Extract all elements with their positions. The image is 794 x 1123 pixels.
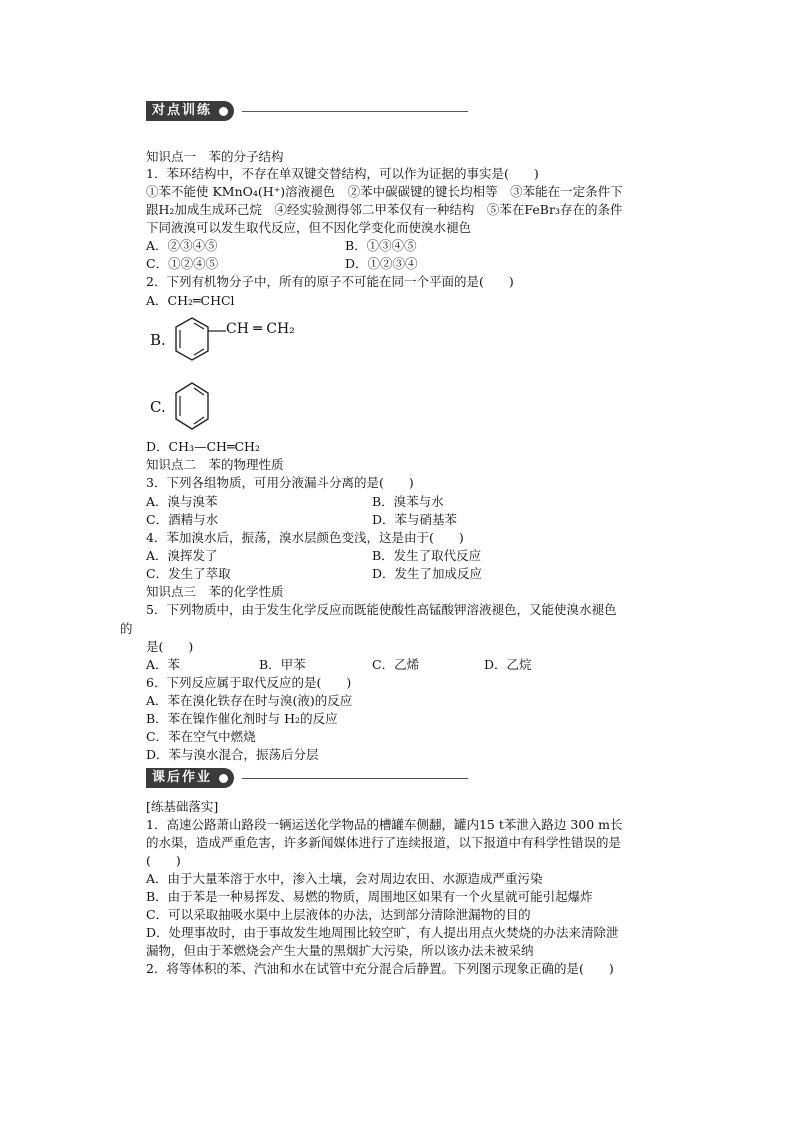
- q1-line3: 跟H₂加成生成环己烷 ④经实验测得邻二甲苯仅有一种结构 ⑤苯在FeBr₃存在的条件: [146, 202, 623, 217]
- q3-option-c: C．酒精与水: [146, 512, 219, 527]
- option-label-c: C.: [150, 398, 166, 416]
- sub-heading: [练基础落实]: [146, 799, 219, 814]
- q5-option-b: B．甲苯: [259, 657, 306, 672]
- benzene-ring-icon: [174, 380, 214, 434]
- benzene-ring-icon: [174, 314, 214, 366]
- q5-stem: 5．下列物质中，由于发生化学反应而既能使酸性高锰酸钾溶液褪色，又能使溴水褪色: [146, 602, 617, 617]
- h1-line2: 的水渠，造成严重危害，许多新闻媒体进行了连续报道，以下报道中有科学性错误的是: [146, 835, 622, 850]
- knowledge-point-1: 知识点一 苯的分子结构: [146, 149, 284, 164]
- q3-option-d: D．苯与硝基苯: [372, 512, 458, 527]
- h1-option-d-line2: 漏物，但由于苯燃烧会产生大量的黑烟扩大污染，所以该办法未被采纳: [146, 943, 534, 958]
- q1-option-d: D．①②③④: [345, 256, 418, 271]
- q4-option-b: B．发生了取代反应: [372, 548, 482, 563]
- q2-option-d: D．CH₃—CH═CH₂: [146, 439, 260, 454]
- section-rule: [242, 111, 468, 112]
- q1-option-b: B．①③④⑤: [345, 238, 417, 253]
- q6-option-a: A．苯在溴化铁存在时与溴(液)的反应: [146, 693, 353, 708]
- bullet-dot-icon: [219, 774, 228, 783]
- bullet-dot-icon: [219, 107, 228, 116]
- section-banner-homework: [146, 767, 468, 789]
- q5-stem-end: 是( ): [146, 639, 194, 654]
- q1-option-c: C．①②④⑤: [146, 256, 219, 271]
- vinyl-formula: CH ═ CH₂: [226, 321, 295, 337]
- q5-option-a: A．苯: [146, 657, 181, 672]
- q4-option-d: D．发生了加成反应: [372, 566, 483, 581]
- h1-option-d-line1: D．处理事故时，由于事故发生地周围比较空旷，有人提出用点火焚烧的办法来清除泄: [146, 925, 619, 940]
- q6-option-d: D．苯与溴水混合，振荡后分层: [146, 747, 319, 762]
- q1-stem: 1．苯环结构中，不存在单双键交替结构，可以作为证据的事实是( ): [146, 166, 539, 181]
- section-tag: [146, 768, 234, 788]
- q2-option-c: [146, 378, 226, 436]
- q2-option-a: A．CH₂═CHCl: [146, 293, 235, 308]
- q1-option-a: A．②③④⑤: [146, 238, 218, 253]
- q1-line2: ①苯不能使 KMnO₄(H⁺)溶液褪色 ②苯中碳碳键的键长均相等 ③苯能在一定条件下: [146, 184, 623, 199]
- bond-line-icon: [208, 328, 226, 334]
- q3-option-b: B．溴苯与水: [372, 494, 444, 509]
- q5-stem-wrap: 的: [120, 621, 133, 636]
- h1-option-a: A．由于大量苯溶于水中，渗入土壤，会对周边农田、水源造成严重污染: [146, 871, 543, 886]
- h1-option-c: C．可以采取抽吸水渠中上层液体的办法，达到部分清除泄漏物的目的: [146, 907, 531, 922]
- q3-option-a: A．溴与溴苯: [146, 494, 218, 509]
- q6-option-c: C．苯在空气中燃烧: [146, 729, 256, 744]
- q4-option-c: C．发生了萃取: [146, 566, 231, 581]
- h1-line3: ( ): [146, 853, 181, 868]
- h2-stem: 2．将等体积的苯、汽油和水在试管中充分混合后静置。下列图示现象正确的是( ): [146, 961, 614, 976]
- q4-stem: 4．苯加溴水后，振荡，溴水层颜色变浅，这是由于( ): [146, 530, 464, 545]
- q5-option-d: D．乙烷: [484, 657, 532, 672]
- section-tag: [146, 101, 234, 121]
- h1-line1: 1．高速公路萧山路段一辆运送化学物品的槽罐车侧翻，罐内15 t苯泄入路边 300 m长: [146, 817, 623, 832]
- option-label-b: B.: [150, 331, 166, 349]
- h1-option-b: B．由于苯是一种易挥发、易燃的物质，周围地区如果有一个火星就可能引起爆炸: [146, 889, 593, 904]
- q6-option-b: B．苯在镍作催化剂时与 H₂的反应: [146, 711, 338, 726]
- section-rule: [242, 778, 468, 779]
- q4-option-a: A．溴挥发了: [146, 548, 218, 563]
- q6-stem: 6．下列反应属于取代反应的是( ): [146, 675, 352, 690]
- section-banner-practice: [146, 100, 468, 122]
- section-title: 对点训练: [152, 103, 213, 118]
- q2-option-b: [146, 312, 316, 368]
- knowledge-point-3: 知识点三 苯的化学性质: [146, 584, 284, 599]
- q3-stem: 3．下列各组物质，可用分液漏斗分离的是( ): [146, 475, 414, 490]
- q2-stem: 2．下列有机物分子中，所有的原子不可能在同一个平面的是( ): [146, 274, 514, 289]
- q1-line4: 下同液溴可以发生取代反应，但不因化学变化而使溴水褪色: [146, 220, 472, 235]
- section-title: 课后作业: [152, 770, 213, 785]
- knowledge-point-2: 知识点二 苯的物理性质: [146, 457, 284, 472]
- q5-option-c: C．乙烯: [372, 657, 420, 672]
